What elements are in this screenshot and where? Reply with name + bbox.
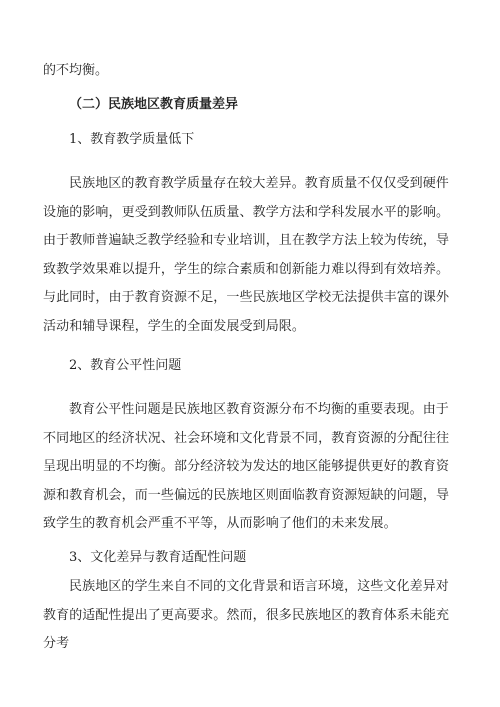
subsection-heading-1: 1、教育教学质量低下 <box>69 132 195 147</box>
subsection-paragraph-3: 民族地区的学生来自不同的文化背景和语言环境，这些文化差异对教育的适配性提出了更高要求。然而，很多民族地区的教育体系未能充分考 <box>43 579 450 651</box>
section-heading: （二）民族地区教育质量差异 <box>69 97 239 112</box>
subsection-paragraph-1: 民族地区的教育教学质量存在较大差异。教育质量不仅仅受到硬件设施的影响，更受到教师队伍质量、教学方法和学科发展水平的影响。由于教师普遍缺乏教学经验和专业培训，且在教学方法上较为传统，导致教学效果难以提升，学生的综合素质和创新能力难以得到有效培养。与此同时，由于教育资源不足，一些民族地区学校无法提供丰富的课外活动和辅导课程，学生的全面发展受到局限。 <box>43 176 450 334</box>
continuation-line: 的不均衡。 <box>43 63 109 78</box>
subsection-heading-2: 2、教育公平性问题 <box>69 358 182 373</box>
subsection-heading-3: 3、文化差异与教育适配性问题 <box>69 550 247 565</box>
subsection-paragraph-2: 教育公平性问题是民族地区教育资源分布不均衡的重要表现。由于不同地区的经济状况、社会环境和文化背景不同，教育资源的分配往往呈现出明显的不均衡。部分经济较为发达的地区能够提供更好的教育资源和教育机会，而一些偏远的民族地区则面临教育资源短缺的问题，导致学生的教育机会严重不平等，从而影响了他们的未来发展。 <box>43 402 450 531</box>
